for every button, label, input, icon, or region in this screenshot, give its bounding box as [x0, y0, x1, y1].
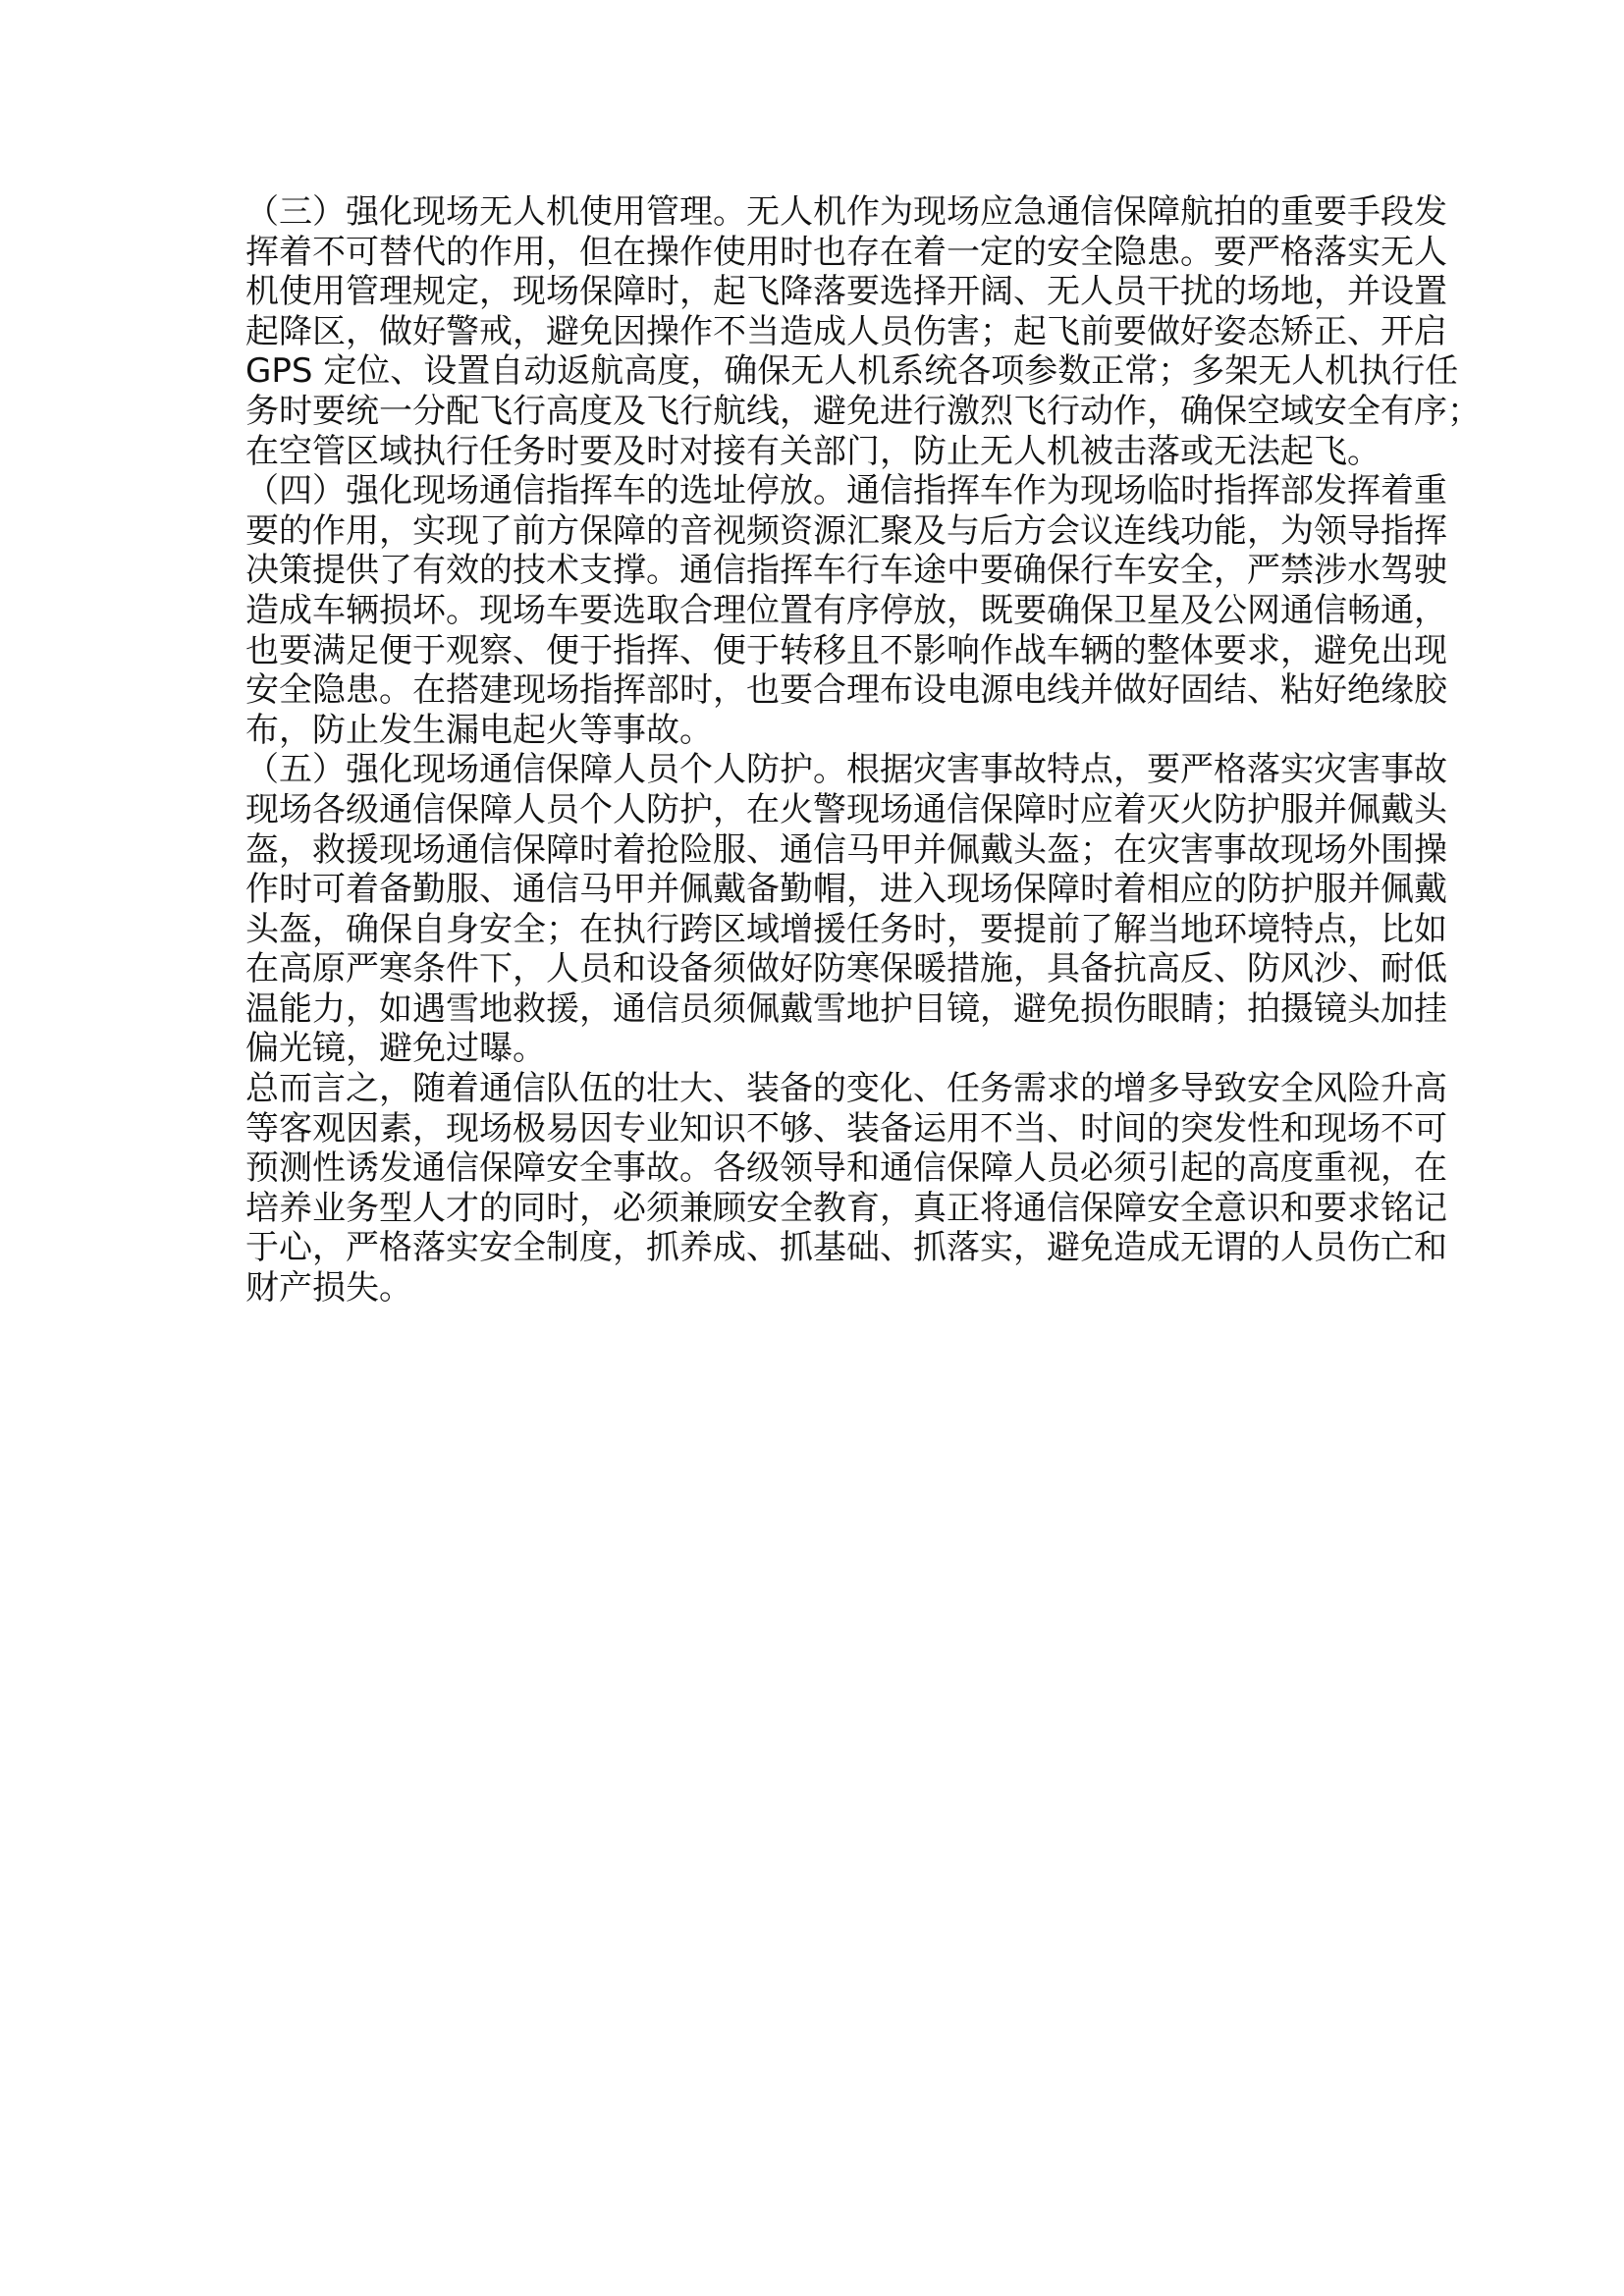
paragraph-conclusion: [245, 1069, 1447, 1308]
document-body: [245, 192, 1481, 1308]
text-line: 布，防止发生漏电起火等事故。: [245, 710, 713, 750]
text-line: 总而言之，随着通信队伍的壮大、装备的变化、任务需求的增多导致安全风险升高: [245, 1069, 1447, 1109]
text-line: GPS 定位、设置自动返航高度，确保无人机系统各项参数正常；多架无人机执行任: [245, 351, 1459, 392]
text-line: 造成车辆损坏。现场车要选取合理位置有序停放，既要确保卫星及公网通信畅通，: [245, 590, 1447, 630]
text-line: 挥着不可替代的作用，但在操作使用时也存在着一定的安全隐患。要严格落实无人: [245, 232, 1447, 272]
paragraph-personal-protection: [245, 750, 1447, 1069]
text-line: 也要满足便于观察、便于指挥、便于转移且不影响作战车辆的整体要求，避免出现: [245, 630, 1447, 670]
text-line: 在空管区域执行任务时要及时对接有关部门，防止无人机被击落或无法起飞。: [245, 431, 1380, 471]
text-line: 于心，严格落实安全制度，抓养成、抓基础、抓落实，避免造成无谓的人员伤亡和: [245, 1228, 1447, 1268]
paragraph-uav-management: [245, 192, 1481, 471]
text-line: 务时要统一分配飞行高度及飞行航线，避免进行激烈飞行动作，确保空域安全有序；: [245, 391, 1481, 431]
text-line: 要的作用，实现了前方保障的音视频资源汇聚及与后方会议连线功能，为领导指挥: [245, 510, 1447, 551]
text-line: 决策提供了有效的技术支撑。通信指挥车行车途中要确保行车安全，严禁涉水驾驶: [245, 551, 1447, 591]
text-line: （五）强化现场通信保障人员个人防护。根据灾害事故特点，要严格落实灾害事故: [245, 750, 1447, 790]
text-line: 财产损失。: [245, 1268, 412, 1308]
text-line: （四）强化现场通信指挥车的选址停放。通信指挥车作为现场临时指挥部发挥着重: [245, 471, 1447, 511]
text-line: 头盔，确保自身安全；在执行跨区域增援任务时，要提前了解当地环境特点，比如: [245, 909, 1447, 949]
text-line: 在高原严寒条件下，人员和设备须做好防寒保暖措施，具备抗高反、防风沙、耐低: [245, 949, 1447, 989]
text-line: 温能力，如遇雪地救援，通信员须佩戴雪地护目镜，避免损伤眼睛；拍摄镜头加挂: [245, 988, 1447, 1029]
text-line: 培养业务型人才的同时，必须兼顾安全教育，真正将通信保障安全意识和要求铭记: [245, 1188, 1447, 1228]
text-line: 预测性诱发通信保障安全事故。各级领导和通信保障人员必须引起的高度重视，在: [245, 1148, 1447, 1189]
text-line: 偏光镜，避免过曝。: [245, 1029, 546, 1069]
text-line: 盔，救援现场通信保障时着抢险服、通信马甲并佩戴头盔；在灾害事故现场外围操: [245, 829, 1447, 870]
text-line: 机使用管理规定，现场保障时，起飞降落要选择开阔、无人员干扰的场地，并设置: [245, 272, 1447, 312]
text-line: （三）强化现场无人机使用管理。无人机作为现场应急通信保障航拍的重要手段发: [245, 192, 1447, 232]
text-line: 起降区，做好警戒，避免因操作不当造成人员伤害；起飞前要做好姿态矫正、开启: [245, 311, 1447, 351]
text-line: 安全隐患。在搭建现场指挥部时，也要合理布设电源电线并做好固结、粘好绝缘胶: [245, 670, 1447, 711]
text-line: 等客观因素，现场极易因专业知识不够、装备运用不当、时间的突发性和现场不可: [245, 1108, 1447, 1148]
text-line: 现场各级通信保障人员个人防护，在火警现场通信保障时应着灭火防护服并佩戴头: [245, 789, 1447, 829]
paragraph-command-vehicle: [245, 471, 1447, 750]
text-line: 作时可着备勤服、通信马甲并佩戴备勤帽，进入现场保障时着相应的防护服并佩戴: [245, 870, 1447, 910]
